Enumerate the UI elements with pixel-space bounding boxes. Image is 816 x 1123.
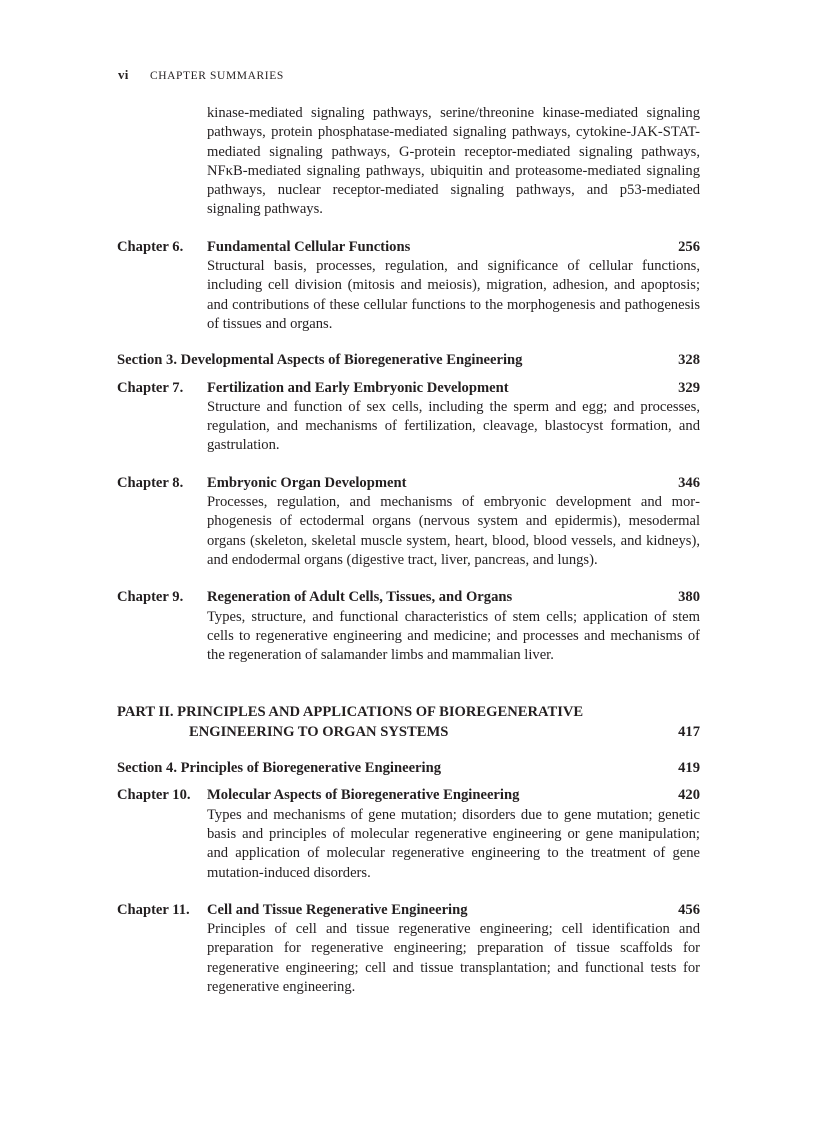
chapter-9-title: Regeneration of Adult Cells, Tissues, and Organs xyxy=(207,589,513,606)
chapter-6-label: Chapter 6. xyxy=(117,238,184,255)
part-2-entry xyxy=(117,703,700,742)
chapter-8-entry xyxy=(117,474,700,570)
part-2-title-line-1: PART II. PRINCIPLES AND APPLICATIONS OF BIOREGENERATIVE xyxy=(117,704,584,721)
section-4-heading xyxy=(117,759,700,778)
part-2-title-line-2: ENGINEERING TO ORGAN SYSTEMS xyxy=(189,723,449,740)
page-number: vi xyxy=(118,67,129,82)
section-3-page: 328 xyxy=(678,352,700,369)
chapter-9-entry xyxy=(117,588,700,665)
chapter-7-heading xyxy=(117,379,700,398)
chapter-9-summary: Types, structure, and functional characteristics of stem cells; application of stem cells to regenerative engineering and medicine; and processes and mechanisms of the regeneration of salamander limbs and mammalian liver. xyxy=(207,608,700,664)
part-2-heading-line-2 xyxy=(117,723,700,742)
chapter-9-label: Chapter 9. xyxy=(117,589,184,606)
chapter-7-title: Fertilization and Early Embryonic Development xyxy=(207,379,509,396)
chapter-10-title: Molecular Aspects of Bioregenerative Engineering xyxy=(207,787,520,804)
section-3-heading xyxy=(117,351,700,370)
chapter-summaries-list xyxy=(117,104,700,997)
chapter-7-label: Chapter 7. xyxy=(117,379,184,396)
chapter-8-summary: Processes, regulation, and mechanisms of embryonic development and morphogenesis of ectodermal organs (nervous system and epidermis), mesodermal organs (skeleton, skeletal muscle system, heart, blood, blood vessels, and kidneys), and endodermal organs (digestive tract, liver, pancreas, and lungs). xyxy=(207,494,700,568)
running-head xyxy=(118,67,284,83)
chapter-11-entry xyxy=(117,901,700,997)
chapter-10-heading xyxy=(117,786,700,805)
chapter-9-page: 380 xyxy=(678,589,700,606)
chapter-11-heading xyxy=(117,901,700,920)
section-3-title: Section 3. Developmental Aspects of Bioregenerative Engineering xyxy=(117,352,523,369)
chapter-8-title: Embryonic Organ Development xyxy=(207,474,407,491)
chapter-10-entry xyxy=(117,786,700,882)
chapter-11-title: Cell and Tissue Regenerative Engineering xyxy=(207,901,468,918)
running-head-title: CHAPTER SUMMARIES xyxy=(149,70,284,82)
chapter-8-page: 346 xyxy=(678,474,700,491)
chapter-6-heading xyxy=(117,238,700,257)
chapter-11-page: 456 xyxy=(678,901,700,918)
chapter-11-label: Chapter 11. xyxy=(117,901,190,918)
chapter-9-heading xyxy=(117,588,700,607)
chapter-10-page: 420 xyxy=(678,787,700,804)
chapter-6-summary: Structural basis, processes, regulation, and significance of cellular functions, including cell division (mitosis and meiosis), migration, adhesion, and apoptosis; and contributions of these cellular functions to the morphogenesis and pathogenesis of tissues and organs. xyxy=(207,258,700,332)
chapter-8-heading xyxy=(117,474,700,493)
continued-summary-text: kinase-mediated signaling pathways, serine/threonine kinase-mediated signaling pathways, protein phosphatase-mediated signaling pathways, cytokine-JAK-STAT-mediated signaling pathways, G-protein receptor-mediated signaling pathways, NFκB-mediated signaling pathways, ubiquitin and proteasome-mediated signaling pathways, nuclear receptor-mediated signaling pathways, and p53-mediated signaling pathways. xyxy=(207,105,700,218)
section-4-entry xyxy=(117,759,700,778)
part-2-page: 417 xyxy=(678,723,700,740)
chapter-6-title: Fundamental Cellular Functions xyxy=(207,238,411,255)
continued-summary xyxy=(117,104,700,220)
section-4-title: Section 4. Principles of Bioregenerative Engineering xyxy=(117,760,441,777)
section-3-entry xyxy=(117,351,700,370)
part-2-heading-line-1 xyxy=(117,703,700,722)
chapter-10-summary: Types and mechanisms of gene mutation; disorders due to gene mutation; genetic basis and principles of molecular regenerative engineering or gene manipulation; and application of molecular regenerative engineering to the treatment of gene mutation-induced disorders. xyxy=(207,806,700,881)
chapter-7-page: 329 xyxy=(678,379,700,396)
chapter-7-summary: Structure and function of sex cells, including the sperm and egg; and processes, regulation, and mechanisms of fertilization, cleavage, blastocyst formation, and gastrulation. xyxy=(207,398,700,454)
chapter-11-summary: Principles of cell and tissue regenerative engineering; cell identification and preparation for regenerative engineering; preparation of tissue scaffolds for regenerative engineering; cell and tissue transplantation; and functional tests for regenerative engineering. xyxy=(207,921,700,995)
chapter-10-label: Chapter 10. xyxy=(117,787,191,804)
chapter-7-entry xyxy=(117,379,700,456)
section-4-page: 419 xyxy=(678,760,700,777)
chapter-8-label: Chapter 8. xyxy=(117,474,184,491)
chapter-6-entry xyxy=(117,238,700,334)
chapter-6-page: 256 xyxy=(678,238,700,255)
